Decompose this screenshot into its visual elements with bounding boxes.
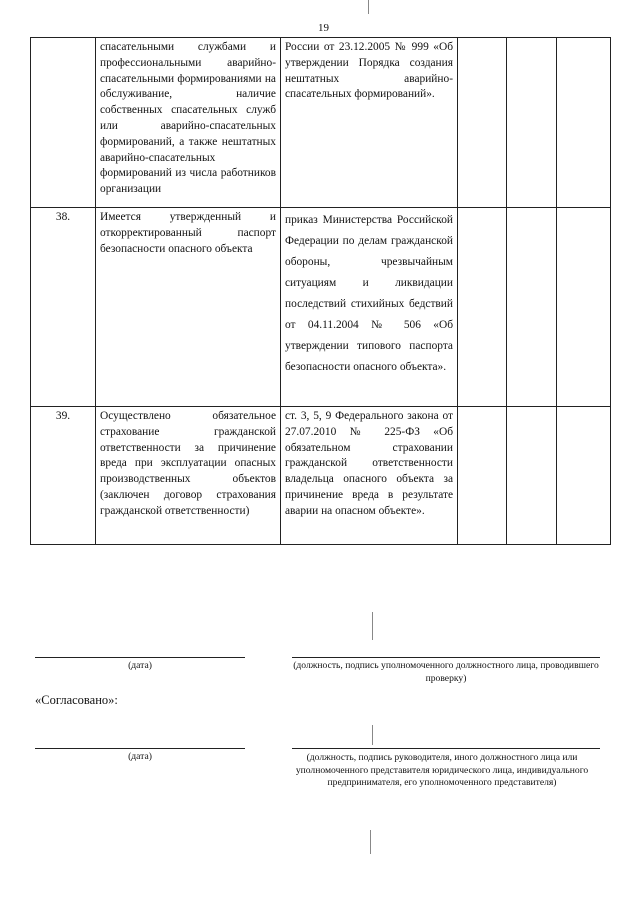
answer-na-cell[interactable] — [557, 38, 611, 208]
agreed-label: «Согласовано»: — [35, 693, 118, 707]
answer-no-cell[interactable] — [507, 38, 557, 208]
official-signature-line[interactable] — [292, 657, 600, 658]
legal-basis-cell: приказ Министерства Российской Федерации по делам гражданской обороны, чрезвычайным ситуациям и ликвидации последствий стихийных бедствий от 04.11.2004 № 506 «Об утверждении типового паспорта безопасности опасного объекта». — [281, 208, 458, 407]
answer-no-cell[interactable] — [507, 208, 557, 407]
requirement-cell: Имеется утвержденный и откорректированный паспорт безопасности опасного объекта — [96, 208, 281, 407]
date-line-2[interactable] — [35, 748, 245, 749]
answer-yes-cell[interactable] — [458, 208, 507, 407]
legal-basis-cell: ст. 3, 5, 9 Федерального закона от 27.07.2010 № 225-ФЗ «Об обязательном страховании гражданской ответственности владельца опасного объекта за причинение вреда в результате аварии на опасном объекте». — [281, 407, 458, 545]
date-caption-1: (дата) — [128, 660, 152, 671]
scan-mark-top — [368, 0, 369, 14]
answer-yes-cell[interactable] — [458, 38, 507, 208]
row-number: 38. — [31, 208, 96, 407]
page-number: 19 — [318, 22, 329, 34]
answer-yes-cell[interactable] — [458, 407, 507, 545]
legal-basis-cell: России от 23.12.2005 № 999 «Об утверждении Порядка создания нештатных аварийно-спасательных формирований». — [281, 38, 458, 208]
row-number: 39. — [31, 407, 96, 545]
checklist-table — [30, 37, 611, 545]
table-row — [31, 38, 611, 208]
scan-mark-middle — [372, 612, 373, 640]
answer-na-cell[interactable] — [557, 208, 611, 407]
answer-no-cell[interactable] — [507, 407, 557, 545]
scan-mark-bottom — [370, 830, 371, 854]
requirement-cell: спасательными службами и профессиональными аварийно-спасательными формированиями на обслуживание, наличие собственных спасательных служб или аварийно-спасательных формирований, а также нештатных аварийно-спасательных формирований из числа работников организации — [96, 38, 281, 208]
table-row — [31, 208, 611, 407]
official-signature-caption: (должность, подпись уполномоченного должностного лица, проводившего проверку) — [293, 660, 599, 684]
head-signature-line[interactable] — [292, 748, 600, 749]
head-signature-caption: (должность, подпись руководителя, иного должностного лица или уполномоченного представителя юридического лица, индивидуального предпринимателя, его уполномоченного представителя) — [295, 752, 589, 788]
answer-na-cell[interactable] — [557, 407, 611, 545]
requirement-cell: Осуществлено обязательное страхование гражданской ответственности за причинение вреда при эксплуатации опасных производственных объектов (заключен договор страхования гражданской ответственности) — [96, 407, 281, 545]
scan-mark-lower — [372, 725, 373, 745]
date-line-1[interactable] — [35, 657, 245, 658]
row-number — [31, 38, 96, 208]
table-row — [31, 407, 611, 545]
date-caption-2: (дата) — [128, 751, 152, 762]
